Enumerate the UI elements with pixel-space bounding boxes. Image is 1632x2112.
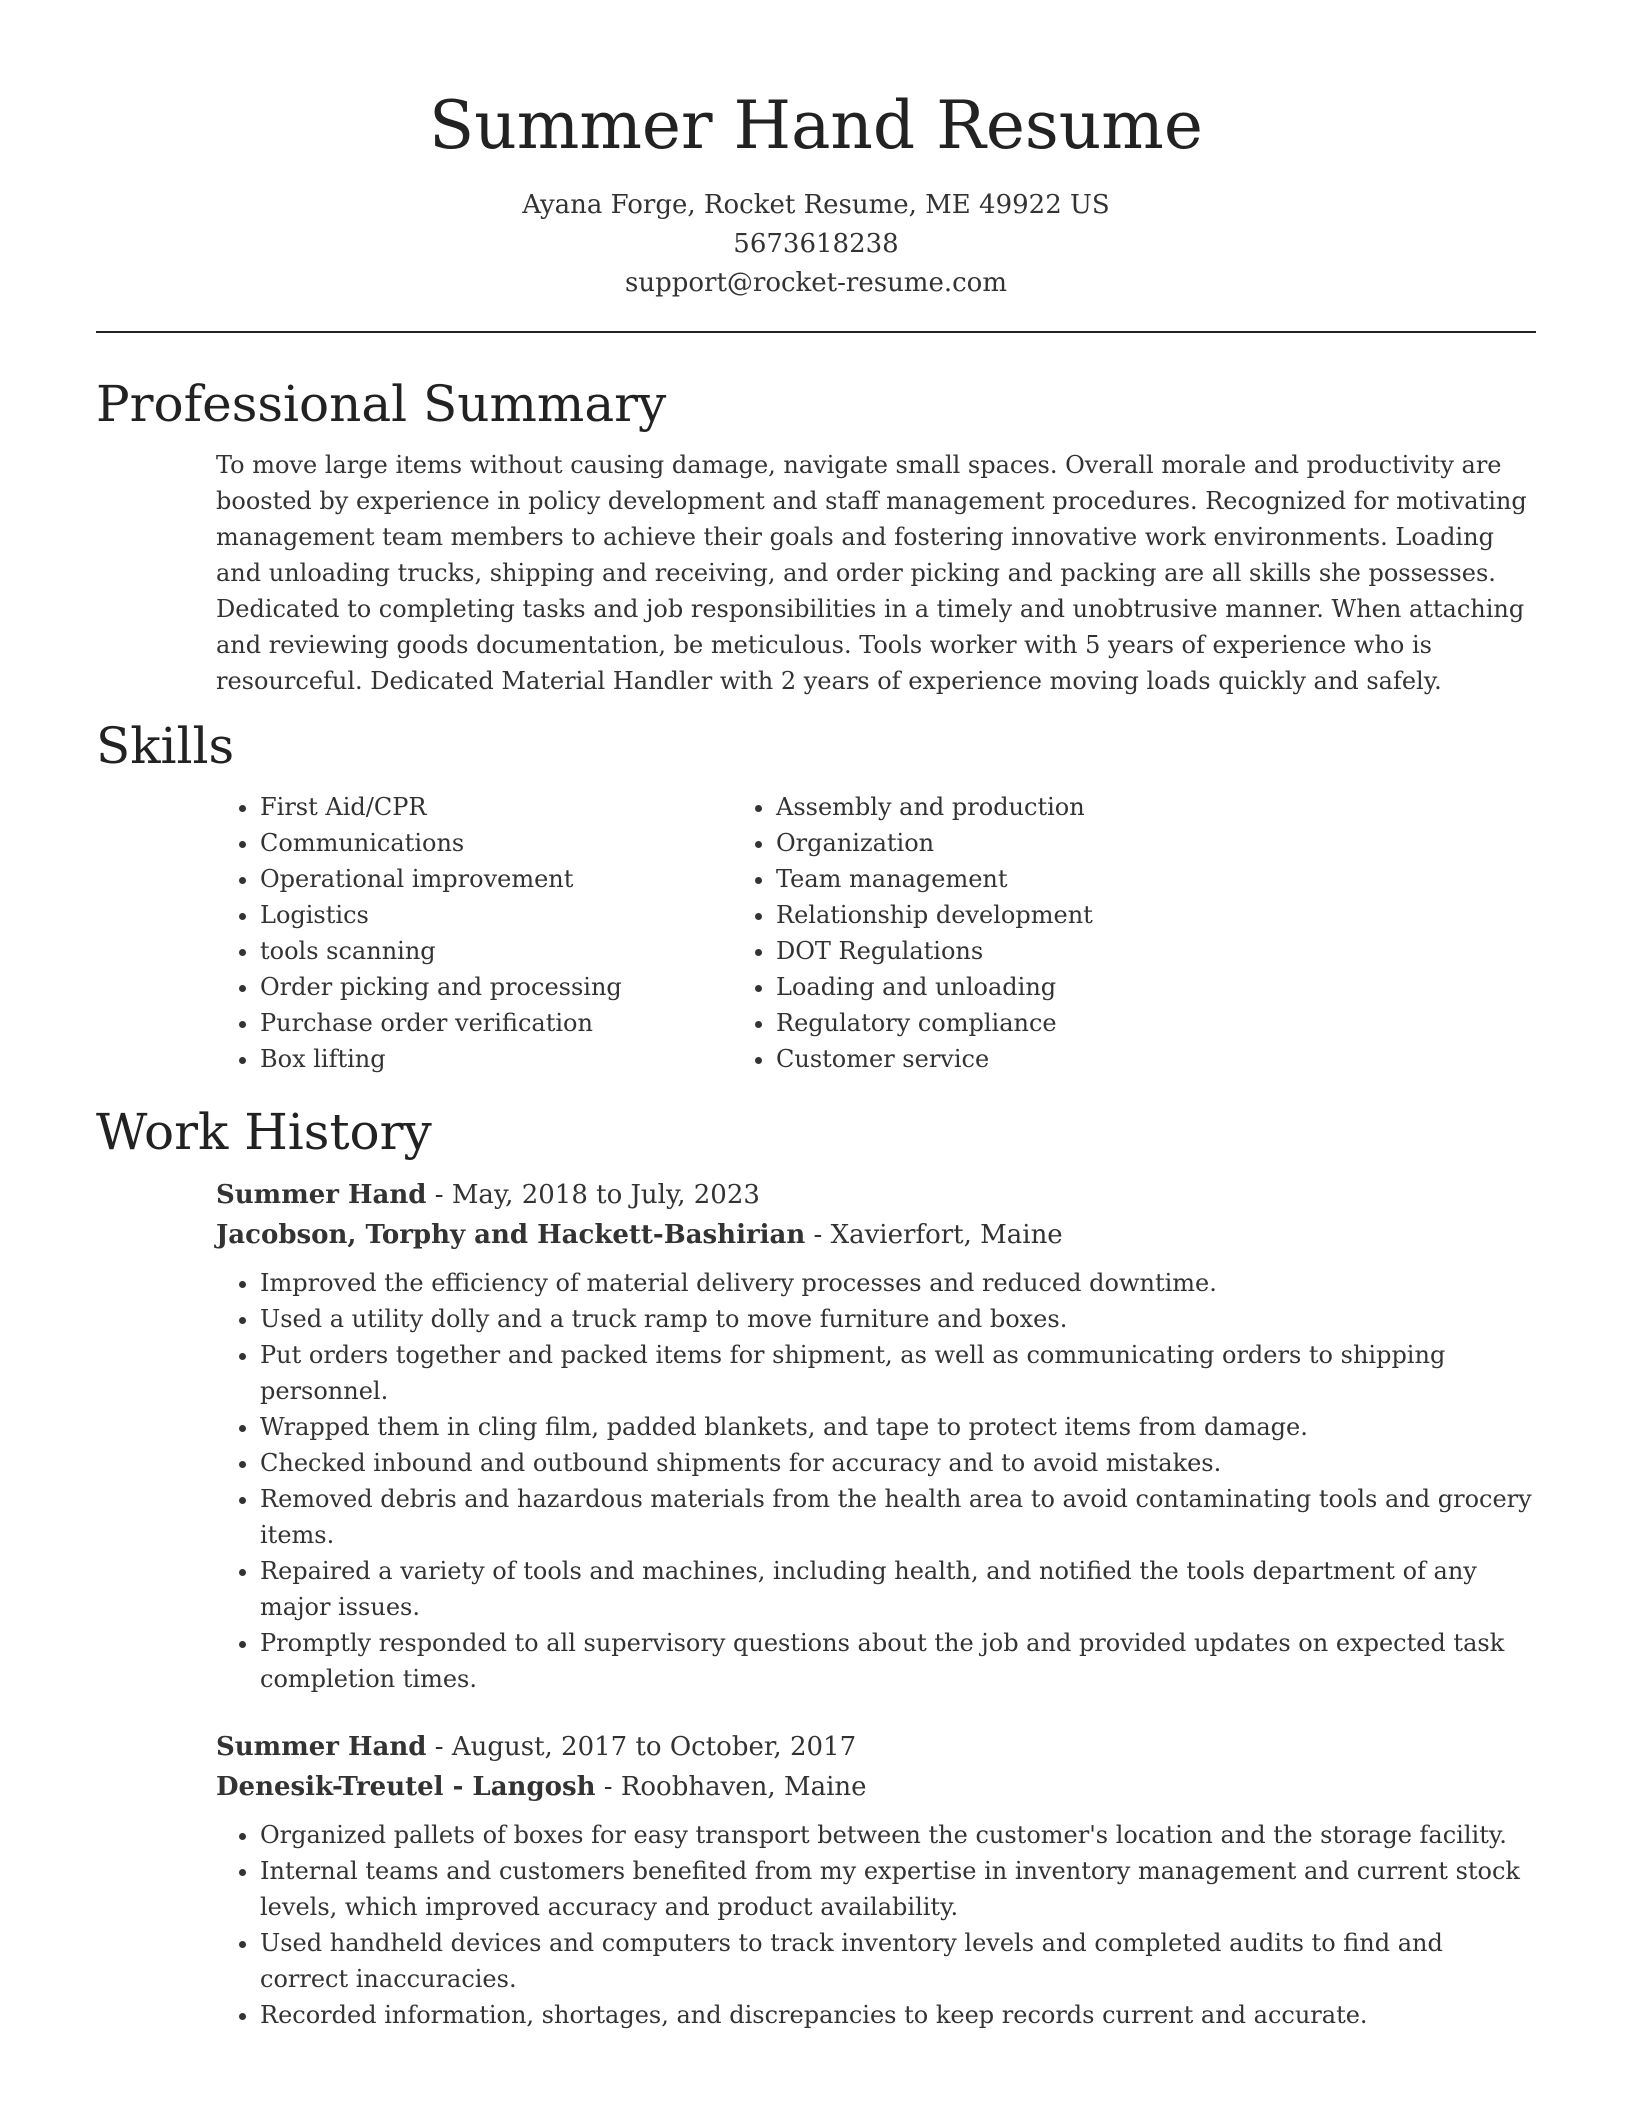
job-dates: - May, 2018 to July, 2023	[426, 1180, 760, 1210]
job-company: Jacobson, Torphy and Hackett-Bashirian	[216, 1220, 806, 1250]
skill-item: • Purchase order verification	[260, 1005, 750, 1041]
job-company-line	[216, 1215, 1536, 1255]
skill-item: • Team management	[776, 861, 1266, 897]
skill-item: • Logistics	[260, 897, 750, 933]
job-title-line	[216, 1727, 1536, 1767]
job-bullet: • Promptly responded to all supervisory questions about the job and provided updates on expected task completion times.	[260, 1625, 1536, 1697]
resume-page	[96, 0, 1536, 2033]
job-dates: - August, 2017 to October, 2017	[426, 1732, 857, 1762]
job-bullet: • Checked inbound and outbound shipments for accuracy and to avoid mistakes.	[260, 1445, 1536, 1481]
skill-item: • Box lifting	[260, 1041, 750, 1077]
skill-item: • Communications	[260, 825, 750, 861]
skill-item: • DOT Regulations	[776, 933, 1266, 969]
job-title: Summer Hand	[216, 1180, 427, 1210]
job-bullet: • Recorded information, shortages, and discrepancies to keep records current and accurate.	[260, 1997, 1536, 2033]
job-company-line	[216, 1767, 1536, 1807]
job-bullets	[216, 1265, 1536, 1697]
job-bullets	[216, 1817, 1536, 2033]
skills-list-right	[750, 789, 1266, 1077]
job-bullet: • Repaired a variety of tools and machines, including health, and notified the tools department of any major issues.	[260, 1553, 1536, 1625]
skill-item: • Organization	[776, 825, 1266, 861]
contact-phone: 5673618238	[733, 229, 899, 259]
job-bullet: • Removed debris and hazardous materials from the health area to avoid contaminating tools and grocery items.	[260, 1481, 1536, 1553]
skill-item: • Order picking and processing	[260, 969, 750, 1005]
job-title: Summer Hand	[216, 1732, 427, 1762]
skill-item: • tools scanning	[260, 933, 750, 969]
job-entry	[216, 1175, 1536, 1697]
job-bullet: • Improved the efficiency of material delivery processes and reduced downtime.	[260, 1265, 1536, 1301]
resume-title: Summer Hand Resume	[429, 87, 1203, 164]
skill-item: • Operational improvement	[260, 861, 750, 897]
job-entry	[216, 1727, 1536, 2033]
skill-item: • Relationship development	[776, 897, 1266, 933]
skill-item: • Assembly and production	[776, 789, 1266, 825]
job-location: - Roobhaven, Maine	[595, 1772, 867, 1802]
skill-item: • Regulatory compliance	[776, 1005, 1266, 1041]
skills-list-left	[96, 789, 750, 1077]
skill-item: • Loading and unloading	[776, 969, 1266, 1005]
header-divider	[96, 331, 1536, 333]
skill-item: • First Aid/CPR	[260, 789, 750, 825]
job-location: - Xavierfort, Maine	[805, 1220, 1063, 1250]
job-bullet: • Used a utility dolly and a truck ramp to move furniture and boxes.	[260, 1301, 1536, 1337]
summary-heading: Professional Summary	[96, 375, 667, 433]
work-history-heading: Work History	[96, 1103, 432, 1161]
job-bullet: • Organized pallets of boxes for easy transport between the customer's location and the storage facility.	[260, 1817, 1536, 1853]
job-bullet: • Wrapped them in cling film, padded blankets, and tape to protect items from damage.	[260, 1409, 1536, 1445]
job-company: Denesik-Treutel - Langosh	[216, 1772, 596, 1802]
skills-columns	[96, 789, 1536, 1077]
summary-text: To move large items without causing damage, navigate small spaces. Overall morale and productivity are boosted by experience in policy development and staff management procedures. Recognized for motivating management team members to achieve their goals and fostering innovative work environments. Loading and unloading trucks, shipping and receiving, and order picking and packing are all skills she possesses. Dedicated to completing tasks and job responsibilities in a timely and unobtrusive manner. When attaching and reviewing goods documentation, be meticulous. Tools worker with 5 years of experience who is resourceful. Dedicated Material Handler with 2 years of experience moving loads quickly and safely.	[216, 451, 1527, 695]
job-title-line	[216, 1175, 1536, 1215]
skills-heading: Skills	[96, 717, 235, 775]
contact-address: Ayana Forge, Rocket Resume, ME 49922 US	[522, 190, 1110, 220]
contact-block	[96, 186, 1536, 303]
job-bullet: • Put orders together and packed items for shipment, as well as communicating orders to shipping personnel.	[260, 1337, 1536, 1409]
skill-item: • Customer service	[776, 1041, 1266, 1077]
contact-email: support@rocket-resume.com	[624, 268, 1007, 298]
job-bullet: • Used handheld devices and computers to track inventory levels and completed audits to find and correct inaccuracies.	[260, 1925, 1536, 1997]
job-bullet: • Internal teams and customers benefited from my expertise in inventory management and current stock levels, which improved accuracy and product availability.	[260, 1853, 1536, 1925]
